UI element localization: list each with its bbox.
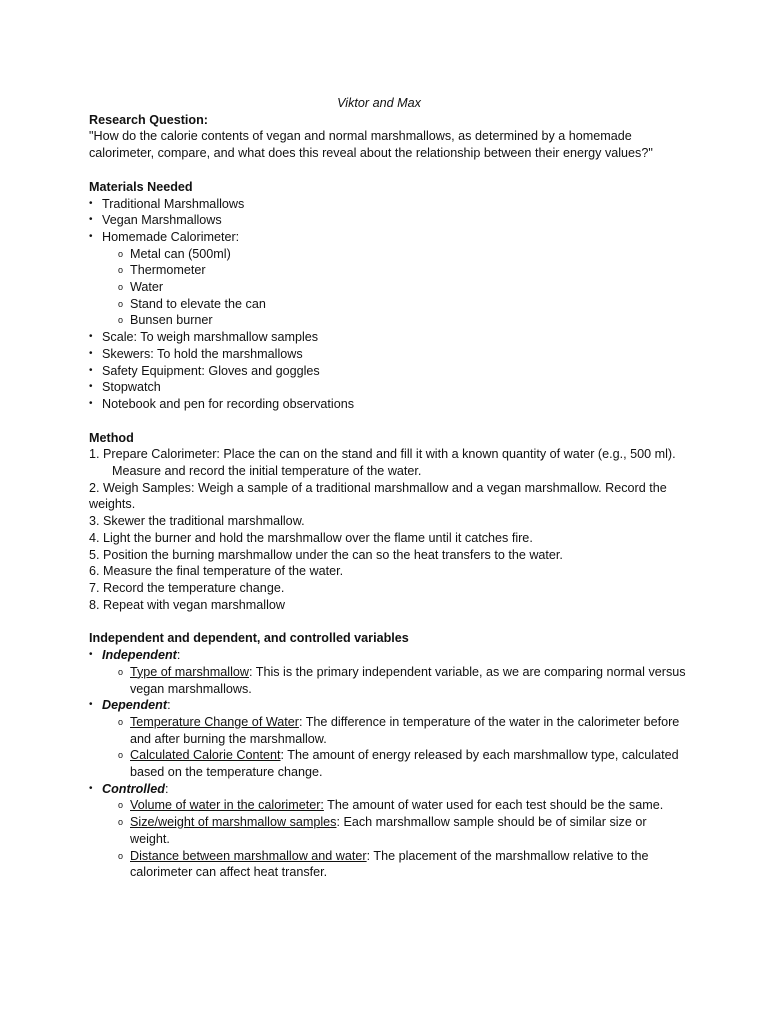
bullet-icon: • (89, 381, 93, 393)
circle-bullet-icon: o (118, 298, 124, 309)
method-step: 6. Measure the final temperature of the water. (89, 564, 344, 579)
list-item-text: Stand to elevate the can (130, 296, 266, 311)
list-item (118, 848, 689, 881)
variable-description: : The amount of energy released by each marshmallow type, calculated based on the temperature change. (130, 748, 679, 780)
research-question-text: "How do the calorie contents of vegan and normal marshmallows, as determined by a homemade calorimeter, compare, and what does this reveal about the relationship between their energy values?" (89, 129, 653, 161)
list-item-text: Bunsen burner (130, 313, 213, 328)
variable-description: The amount of water used for each test should be the same. (323, 798, 664, 813)
circle-bullet-icon: o (118, 750, 124, 761)
variable-description: : Each marshmallow sample should be of similar size or weight. (130, 815, 647, 846)
method-step: 7. Record the temperature change. (89, 580, 285, 595)
bullet-icon: • (89, 331, 93, 343)
bullet-icon: • (89, 699, 93, 711)
list-item-text: Notebook and pen for recording observations (102, 396, 355, 411)
document-page (89, 95, 689, 881)
circle-bullet-icon: o (118, 716, 124, 727)
list-item (89, 229, 689, 329)
circle-bullet-icon: o (118, 315, 124, 326)
variable-sublist (102, 714, 689, 781)
variable-term: Calculated Calorie Content (130, 748, 281, 763)
circle-bullet-icon: o (118, 666, 124, 677)
list-item (118, 747, 689, 780)
variable-term: Size/weight of marshmallow samples (130, 815, 337, 830)
list-item-text: Thermometer (130, 263, 206, 278)
method-step: 8. Repeat with vegan marshmallow (89, 597, 285, 612)
method-step: 4. Light the burner and hold the marshmallow over the flame until it catches fire. (89, 530, 533, 545)
bullet-icon: • (89, 397, 93, 409)
bullet-icon: • (89, 782, 93, 794)
variable-term: Volume of water in the calorimeter: (130, 798, 324, 813)
list-item-text: Vegan Marshmallows (102, 213, 222, 228)
document-title: Viktor and Max (337, 96, 421, 110)
bullet-icon: • (89, 230, 93, 242)
list-item (118, 312, 689, 329)
method-heading: Method (89, 430, 134, 445)
variable-term: Type of marshmallow (130, 664, 249, 679)
variable-group-independent (89, 647, 689, 697)
spacer (89, 613, 689, 630)
circle-bullet-icon: o (118, 800, 124, 811)
list-item-text: Homemade Calorimeter: (102, 229, 240, 244)
list-item (118, 279, 689, 296)
list-item (118, 797, 689, 814)
materials-heading: Materials Needed (89, 179, 193, 194)
bullet-icon: • (89, 649, 93, 661)
list-item (118, 262, 689, 279)
variable-description: : This is the primary independent variable, as we are comparing normal versus vegan marshmallows. (130, 664, 686, 696)
method-step: 5. Position the burning marshmallow under the can so the heat transfers to the water. (89, 547, 563, 562)
method-steps (89, 446, 689, 613)
variable-group-label: Controlled (102, 781, 165, 796)
variable-term: Distance between marshmallow and water (130, 848, 367, 863)
variable-group-dependent (89, 697, 689, 781)
circle-bullet-icon: o (118, 817, 124, 828)
list-item (118, 246, 689, 263)
list-item-text: Metal can (500ml) (130, 246, 231, 261)
method-step: 1. Prepare Calorimeter: Place the can on the stand and fill it with a known quantity of water (e.g., 500 ml). Measure and record the initial temperature of the water. (89, 447, 676, 479)
variable-sublist (102, 664, 689, 697)
list-item (89, 379, 689, 396)
colon: : (167, 698, 171, 713)
list-item (89, 363, 689, 380)
list-item-text: Water (130, 280, 164, 295)
list-item-text: Skewers: To hold the marshmallows (102, 346, 303, 361)
variable-group-label: Dependent (102, 698, 168, 713)
spacer (89, 162, 689, 179)
materials-list (89, 196, 689, 413)
research-question-heading: Research Question: (89, 112, 208, 127)
calorimeter-sublist (102, 246, 689, 330)
bullet-icon: • (89, 364, 93, 376)
colon: : (176, 648, 181, 663)
circle-bullet-icon: o (118, 282, 124, 293)
list-item-text: Scale: To weigh marshmallow samples (102, 330, 319, 345)
spacer (89, 413, 689, 430)
variable-description: : The placement of the marshmallow relative to the calorimeter can affect heat transfer. (130, 848, 649, 880)
method-step: 3. Skewer the traditional marshmallow. (89, 514, 305, 529)
bullet-icon: • (89, 197, 93, 209)
list-item-text: Traditional Marshmallows (102, 196, 245, 211)
list-item (89, 196, 689, 213)
variable-term: Temperature Change of Water (130, 714, 299, 729)
variable-sublist (102, 797, 689, 881)
circle-bullet-icon: o (118, 248, 124, 259)
list-item (118, 296, 689, 313)
list-item (89, 329, 689, 346)
list-item-text: Stopwatch (102, 380, 161, 395)
list-item (118, 714, 689, 747)
list-item (118, 664, 689, 697)
bullet-icon: • (89, 214, 93, 226)
list-item (89, 396, 689, 413)
bullet-icon: • (89, 347, 93, 359)
circle-bullet-icon: o (118, 265, 124, 276)
variable-description: : The difference in temperature of the water in the calorimeter before and after burning the marshmallow. (130, 714, 680, 746)
method-step: 2. Weigh Samples: Weigh a sample of a traditional marshmallow and a vegan marshmallow. Record the weights. (89, 480, 667, 512)
list-item (89, 212, 689, 229)
variables-heading: Independent and dependent, and controlled variables (89, 631, 409, 646)
variable-group-controlled (89, 781, 689, 881)
colon: : (164, 781, 169, 796)
list-item (89, 346, 689, 363)
list-item-text: Safety Equipment: Gloves and goggles (102, 363, 320, 378)
circle-bullet-icon: o (118, 850, 124, 861)
variable-group-label: Independent (102, 648, 177, 663)
variables-list (89, 647, 689, 881)
list-item (118, 814, 689, 847)
